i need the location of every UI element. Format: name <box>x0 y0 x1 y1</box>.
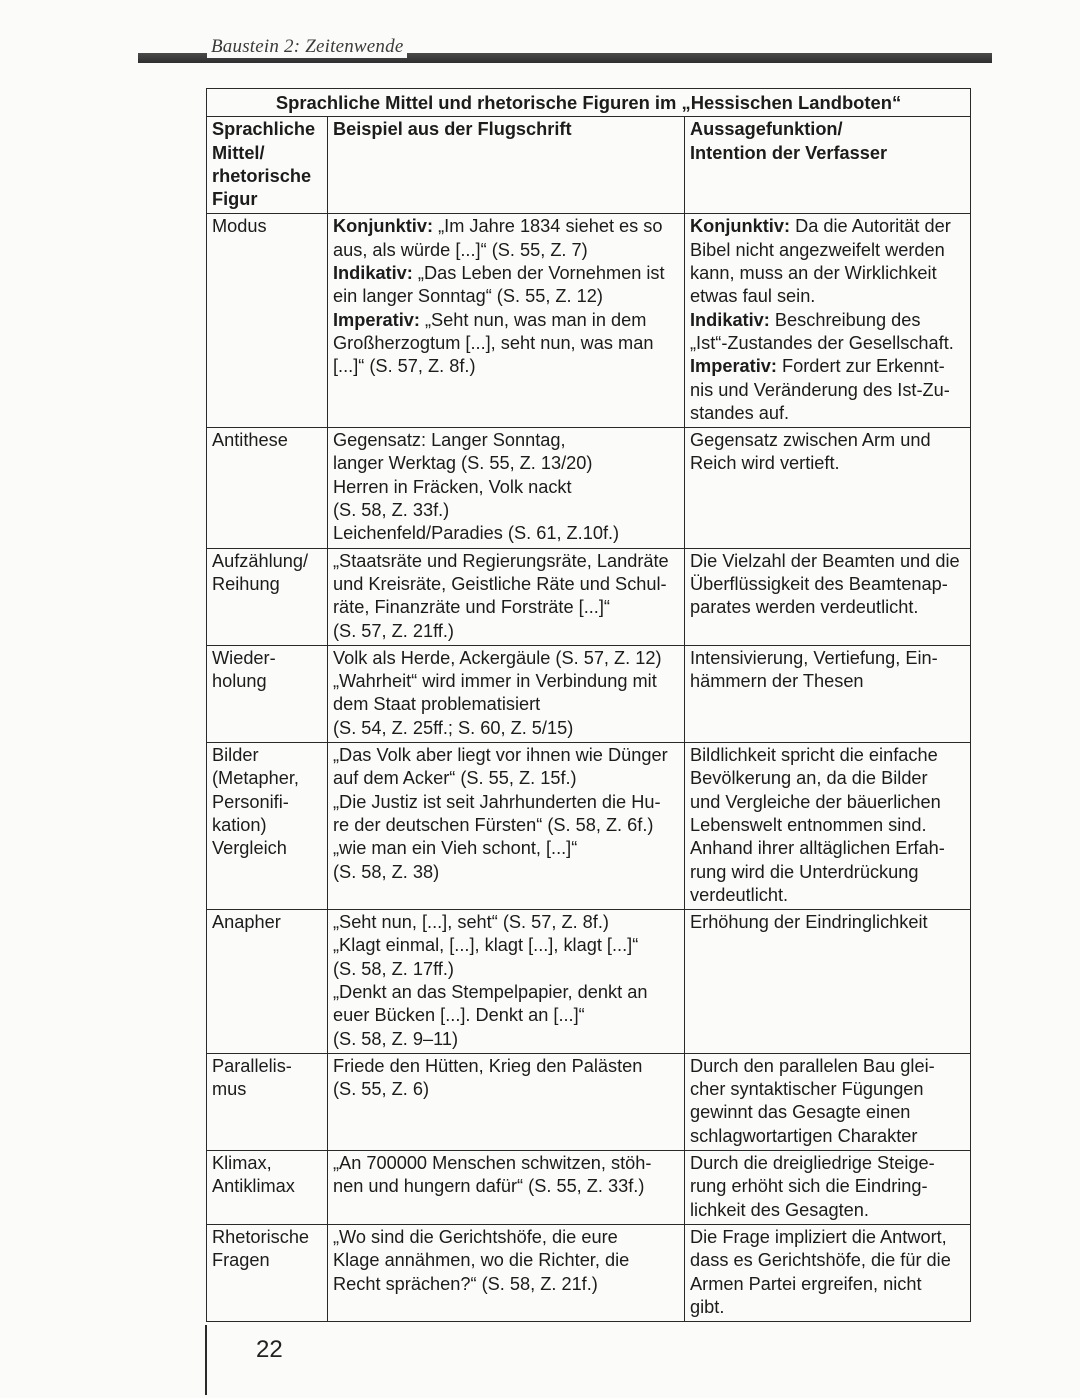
function-cell: Bildlichkeit spricht die einfache Bevölkerung an, da die Bilder und Vergleiche der bäuerlichen Lebenswelt entnommen sind. Anhand ihrer alltäglichen Erfah- rung wird die Unterdrückung verdeutlicht. <box>685 743 971 910</box>
function-cell: Konjunktiv: Da die Autorität der Bibel nicht angezweifelt werden kann, muss an der Wirklichkeit etwas faul sein. Indikativ: Beschreibung des „Ist“-Zustandes der Gesellschaft. Imperativ: Fordert zur Erkennt- nis und Veränderung des Ist-Zu- standes auf. <box>685 214 971 428</box>
table-title: Sprachliche Mittel und rhetorische Figuren im „Hessischen Landboten“ <box>207 89 971 117</box>
table-row <box>207 1224 971 1321</box>
example-cell: „Staatsräte und Regierungsräte, Landräte und Kreisräte, Geistliche Räte und Schul- räte, Finanzräte und Forsträte [...]“ (S. 57, Z. 21ff.) <box>328 548 685 645</box>
page-margin-rule <box>205 1325 207 1395</box>
function-cell: Die Frage impliziert die Antwort, dass es Gerichtshöfe, die für die Armen Partei ergreifen, nicht gibt. <box>685 1224 971 1321</box>
figure-cell: Wieder- holung <box>207 645 328 742</box>
column-header: Beispiel aus der Flugschrift <box>328 117 685 214</box>
example-cell: „Wo sind die Gerichtshöfe, die eure Klage annähmen, wo die Richter, die Recht sprächen?“ (S. 58, Z. 21f.) <box>328 1224 685 1321</box>
table-row <box>207 743 971 910</box>
figure-cell: Anapher <box>207 910 328 1054</box>
column-header: Sprachliche Mittel/ rhetorische Figur <box>207 117 328 214</box>
table-row <box>207 1053 971 1150</box>
example-cell: „Das Volk aber liegt vor ihnen wie Dünger auf dem Acker“ (S. 55, Z. 15f.) „Die Justiz ist seit Jahrhunderten die Hu- re der deutschen Fürsten“ (S. 58, Z. 6f.) „wie man ein Vieh schont, [...]“ (S. 58, Z. 38) <box>328 743 685 910</box>
figure-cell: Antithese <box>207 428 328 548</box>
table-row <box>207 645 971 742</box>
function-cell: Intensivierung, Vertiefung, Ein- hämmern der Thesen <box>685 645 971 742</box>
example-cell: „Seht nun, [...], seht“ (S. 57, Z. 8f.) „Klagt einmal, [...], klagt [...], klagt [...]“ (S. 58, Z. 17ff.) „Denkt an das Stempelpapier, denkt an euer Bücken [...]. Denkt an [...]“ (S. 58, Z. 9–11) <box>328 910 685 1054</box>
example-cell: Friede den Hütten, Krieg den Palästen (S. 55, Z. 6) <box>328 1053 685 1150</box>
table-row <box>207 548 971 645</box>
table-title-row <box>207 89 971 117</box>
function-cell: Durch die dreigliedrige Steige- rung erhöht sich die Eindring- lichkeit des Gesagten. <box>685 1151 971 1225</box>
table-row <box>207 1151 971 1225</box>
example-cell: Volk als Herde, Ackergäule (S. 57, Z. 12) „Wahrheit“ wird immer in Verbindung mit dem Staat problematisiert (S. 54, Z. 25ff.; S. 60, Z. 5/15) <box>328 645 685 742</box>
example-cell: Gegensatz: Langer Sonntag, langer Werktag (S. 55, Z. 13/20) Herren in Fräcken, Volk nackt (S. 58, Z. 33f.) Leichenfeld/Paradies (S. 61, Z.10f.) <box>328 428 685 548</box>
running-header: Baustein 2: Zeitenwende <box>207 36 407 58</box>
function-cell: Erhöhung der Eindringlichkeit <box>685 910 971 1054</box>
example-cell: Konjunktiv: „Im Jahre 1834 siehet es so aus, als würde [...]“ (S. 55, Z. 7) Indikativ: „Das Leben der Vornehmen ist ein langer Sonntag“ (S. 55, Z. 12) Imperativ: „Seht nun, was man in dem Großherzogtum [...], seht nun, was man [...]“ (S. 57, Z. 8f.) <box>328 214 685 428</box>
rhetoric-table <box>206 88 971 1322</box>
function-cell: Die Vielzahl der Beamten und die Überflüssigkeit des Beamtenap- parates werden verdeutlicht. <box>685 548 971 645</box>
figure-cell: Aufzählung/ Reihung <box>207 548 328 645</box>
function-cell: Gegensatz zwischen Arm und Reich wird vertieft. <box>685 428 971 548</box>
table-row <box>207 428 971 548</box>
figure-cell: Modus <box>207 214 328 428</box>
page-number: 22 <box>256 1336 283 1363</box>
figure-cell: Klimax, Antiklimax <box>207 1151 328 1225</box>
figure-cell: Bilder (Metapher, Personifi- kation) Vergleich <box>207 743 328 910</box>
example-cell: „An 700000 Menschen schwitzen, stöh- nen und hungern dafür“ (S. 55, Z. 33f.) <box>328 1151 685 1225</box>
table-row <box>207 910 971 1054</box>
table-row <box>207 214 971 428</box>
function-cell: Durch den parallelen Bau glei- cher syntaktischer Fügungen gewinnt das Gesagte einen schlagwortartigen Charakter <box>685 1053 971 1150</box>
figure-cell: Rhetorische Fragen <box>207 1224 328 1321</box>
table-header-row <box>207 117 971 214</box>
column-header: Aussagefunktion/ Intention der Verfasser <box>685 117 971 214</box>
figure-cell: Parallelis- mus <box>207 1053 328 1150</box>
